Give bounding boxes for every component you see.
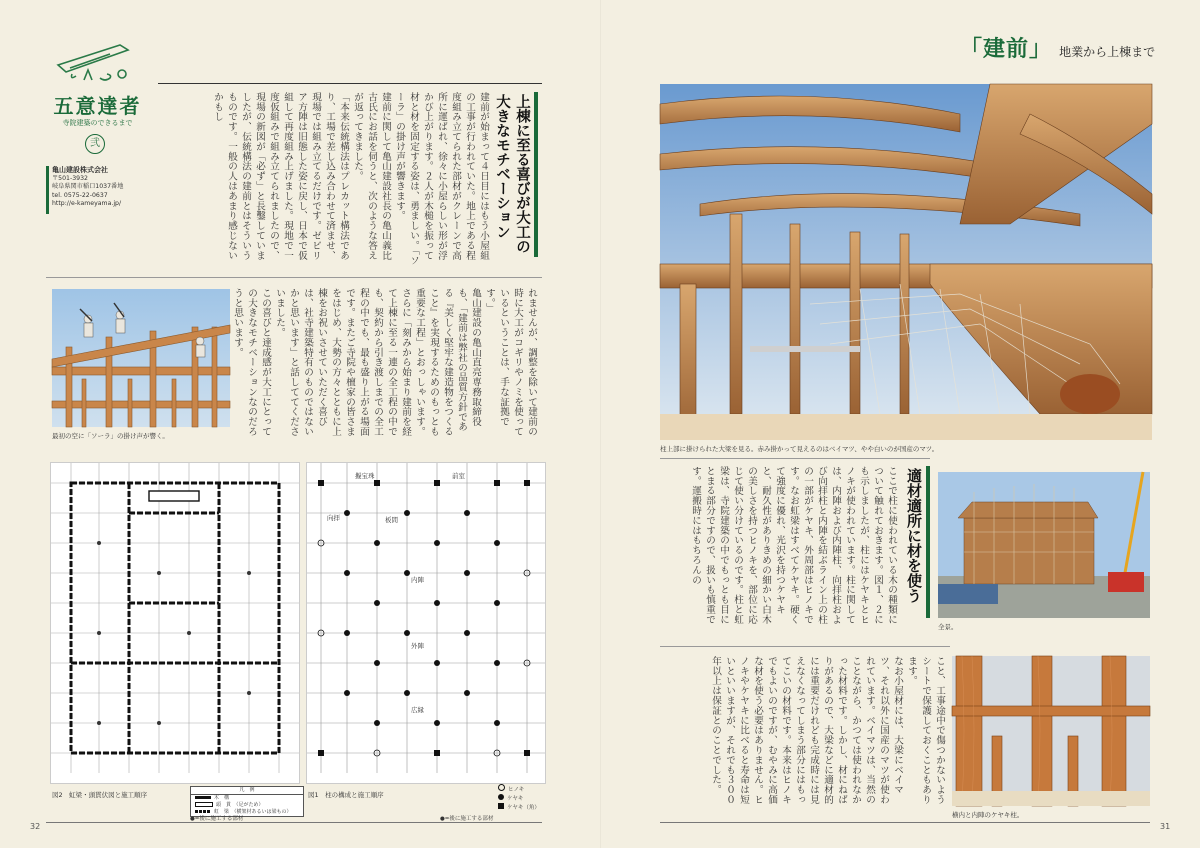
keyaki-columns-photo (952, 656, 1150, 806)
legend-item (498, 803, 540, 812)
legend-swatch (195, 796, 211, 799)
company-bar (46, 166, 49, 214)
legend-swatch (195, 802, 213, 807)
title-green-bar (534, 92, 538, 257)
company-address: 岐阜県関市稲口1037番地 (52, 183, 124, 191)
plan-columns-svg (307, 463, 545, 783)
masthead-illustration (50, 30, 145, 85)
carpenters-photo (52, 289, 230, 427)
full-view-caption: 全景。 (938, 623, 958, 631)
right-header (960, 32, 1160, 66)
plan-columns-legend (498, 784, 540, 812)
main-roof-photo (660, 84, 1152, 440)
legend-item (191, 802, 303, 809)
carpenters-photo-image (52, 289, 230, 427)
plan-drawing-beams (50, 462, 300, 784)
legend-label: 虹 梁 （横架材あるいは梁もの） (214, 809, 292, 815)
right-lower-rule (660, 646, 950, 647)
plan-label: 板間 (385, 516, 398, 524)
main-roof-caption: 柱上部に掛けられた大梁を見る。赤み掛かって見えるのはベイマツ、やや白いのが国産のマツ。 (660, 445, 939, 453)
masthead-title: 五意達者 (53, 94, 142, 118)
left-column-1: 建前が始まって４日目にはもう小屋組の工事が行われていた。地上である程度組み立てられた部材がクレーンで高所に運ばれ、徐々に小屋らしい形が浮かび上がります。２人が木槌を振って材と材を固定する姿は、勇ましい。「ソーラ」の掛け声が響きます。 建前に関して亀山建設社長の亀山義比古氏にお話を伺うと、次のような答えが返ってきました。 「本来伝統構法はプレカット構法であり、工場で差し込み合わせて済ませ、現場では組み立てるだけです。ゼビリア方陣は旧態した姿に戻し、日本で仮組して再度組み上げました。現地で一度仮組みで組み立てられましたので、現場の新図が「必ず」と長鑿していましたが、伝統構法の建前とはそういうものです。一般の人はあまり感じないかもし (212, 92, 489, 266)
left-mid-rule (46, 277, 542, 278)
full-view-photo-image (938, 472, 1150, 618)
carpenters-photo-caption: 最初の空に「ソーラ」の掛け声が響く。 (52, 432, 169, 440)
plan-label: 内陣 (411, 576, 424, 584)
legend-title: 凡 例 (191, 787, 303, 795)
right-column-2: こと、工事途中で傷つかないようシートで保護しておくこともあります。 なお小屋材には、大梁にベイマツ、それ以外に国産のマツが使われています。ベイマツは、当然のことながら、かつては使われなかった材料です。しかし、材にねばりがあるので、大梁などに適材的には重要だけれども完成時には見えなくなってしまう部分にはもってこいの材料です。本来はヒノキでもよいのですが、むやみに高価な材を使う必要はありません。ヒノキやケヤキに比べると寿命は短いといいますが、それでも３００年以上は保証とのことでした。 (710, 656, 945, 805)
left-top-rule (158, 83, 542, 84)
legend-label: ヒノキ (508, 787, 525, 793)
company-tel: tel. 0575-22-0637 (52, 191, 108, 199)
plan-drawing-columns (306, 462, 546, 784)
company-url: http://e-kameyama.jp/ (52, 200, 122, 208)
section-title-block (900, 466, 932, 626)
header-subtitle: 地業から上棟まで (1059, 45, 1156, 59)
article-title: 上棟に至る喜びが大工の大きなモチベーション (494, 94, 531, 254)
plan-beams-legend (190, 786, 304, 817)
page-number-left: 32 (30, 822, 41, 831)
legend-swatch (195, 810, 211, 813)
legend-item (498, 784, 540, 794)
masthead-subtitle: 寺院建築のできるまで (62, 119, 133, 127)
right-column-1: ここで柱に使われている木の種類について触れておきます。図１、２にも示しましたが、柱にはケヤキとヒノキが使われています。柱に関しては、内陣および内陣柱、向拝柱および向拝柱と内陣を結ぶライン上の柱の一部がケヤキ、外周部はヒノキです。なお虹梁はすべてケヤキ。硬くて強度に優れ、光沢を持つケヤキと、耐久性がありきめの細かい白木の美しさを持つヒノキを、部位に応じて使い分けているのです。柱と虹梁は、寺院建築の中でもっとも目にとまる部分ですので、扱いも慎重です。運搬時にはもちろんの (690, 466, 897, 625)
legend-swatch (498, 794, 504, 800)
plan-label: 広縁 (411, 706, 424, 714)
legend-label: 頭 貫 （足がため） (216, 802, 264, 808)
legend-item (498, 794, 540, 803)
legend-label: ケヤキ（角） (507, 805, 540, 811)
keyaki-columns-caption: 横内と内陣のケヤキ柱。 (952, 811, 1024, 819)
plan-label: 外陣 (411, 642, 424, 650)
legend-item (191, 795, 303, 802)
legend-label: 木 構 (214, 795, 230, 801)
right-mid-rule (660, 458, 930, 459)
episode-badge (85, 134, 105, 154)
company-postal: 〒501-3932 (52, 174, 88, 182)
keyaki-columns-photo-image (952, 656, 1150, 806)
header-kakko: 「建前」 (960, 36, 1053, 62)
left-bottom-rule (46, 822, 542, 823)
plan-beams-svg (51, 463, 299, 783)
plan-columns-note: ●=後に施工する部材 (440, 816, 494, 822)
plan-beams-caption: 図2 虹梁・頭貫伏図と施工順序 (52, 791, 148, 799)
main-roof-photo-image (660, 84, 1152, 440)
page-number-right: 31 (1160, 822, 1171, 831)
plan-columns-caption: 図1 柱の構成と施工順序 (308, 791, 384, 799)
legend-swatch (498, 784, 505, 791)
plan-beams-note: ●=後に施工する部材 (190, 816, 244, 822)
right-bottom-rule (660, 822, 1150, 823)
left-column-2: れませんが、調整を除いて建前の時に大工がコギリやノミを使っているということは、手な証拠です。」 亀山建設の亀山直亮専務取締役も、「建前は弊社の品質方針である『美しく堅牢な建造物をつくること』を実現するためのもっとも重要な工程」とおっしゃいます。さらに「刻みから始まり建前を経て上棟に至る一連の全工程の中でも、契約から引き渡しまでの全工程の中でも、最も盛り上がる場面です。またご寺院や檀家の皆さまをはじめ、大勢の方々とともに上棟をお祝いさせていただく喜びは、社寺建築特有のものではないかと思います」と話しててくださいました。 この喜びと達成感が大工にとっての大きなモチベーションなのだろうと思います。 (232, 288, 537, 437)
article-title-block (492, 92, 540, 262)
company-info (52, 166, 167, 209)
legend-swatch (498, 803, 504, 809)
plan-label: 向拝 (327, 514, 340, 522)
company-name: 亀山建設株式会社 (52, 166, 108, 174)
section-title: 適材適所に材を使う (905, 468, 923, 603)
plan-label: 前室 (452, 472, 465, 480)
section-green-bar (926, 466, 930, 618)
legend-label: ケヤキ (507, 796, 524, 802)
plan-label: 擬宝珠 (355, 472, 375, 480)
full-view-photo (938, 472, 1150, 618)
gutter-shadow (600, 0, 601, 848)
episode-number: 弐 (90, 138, 100, 149)
